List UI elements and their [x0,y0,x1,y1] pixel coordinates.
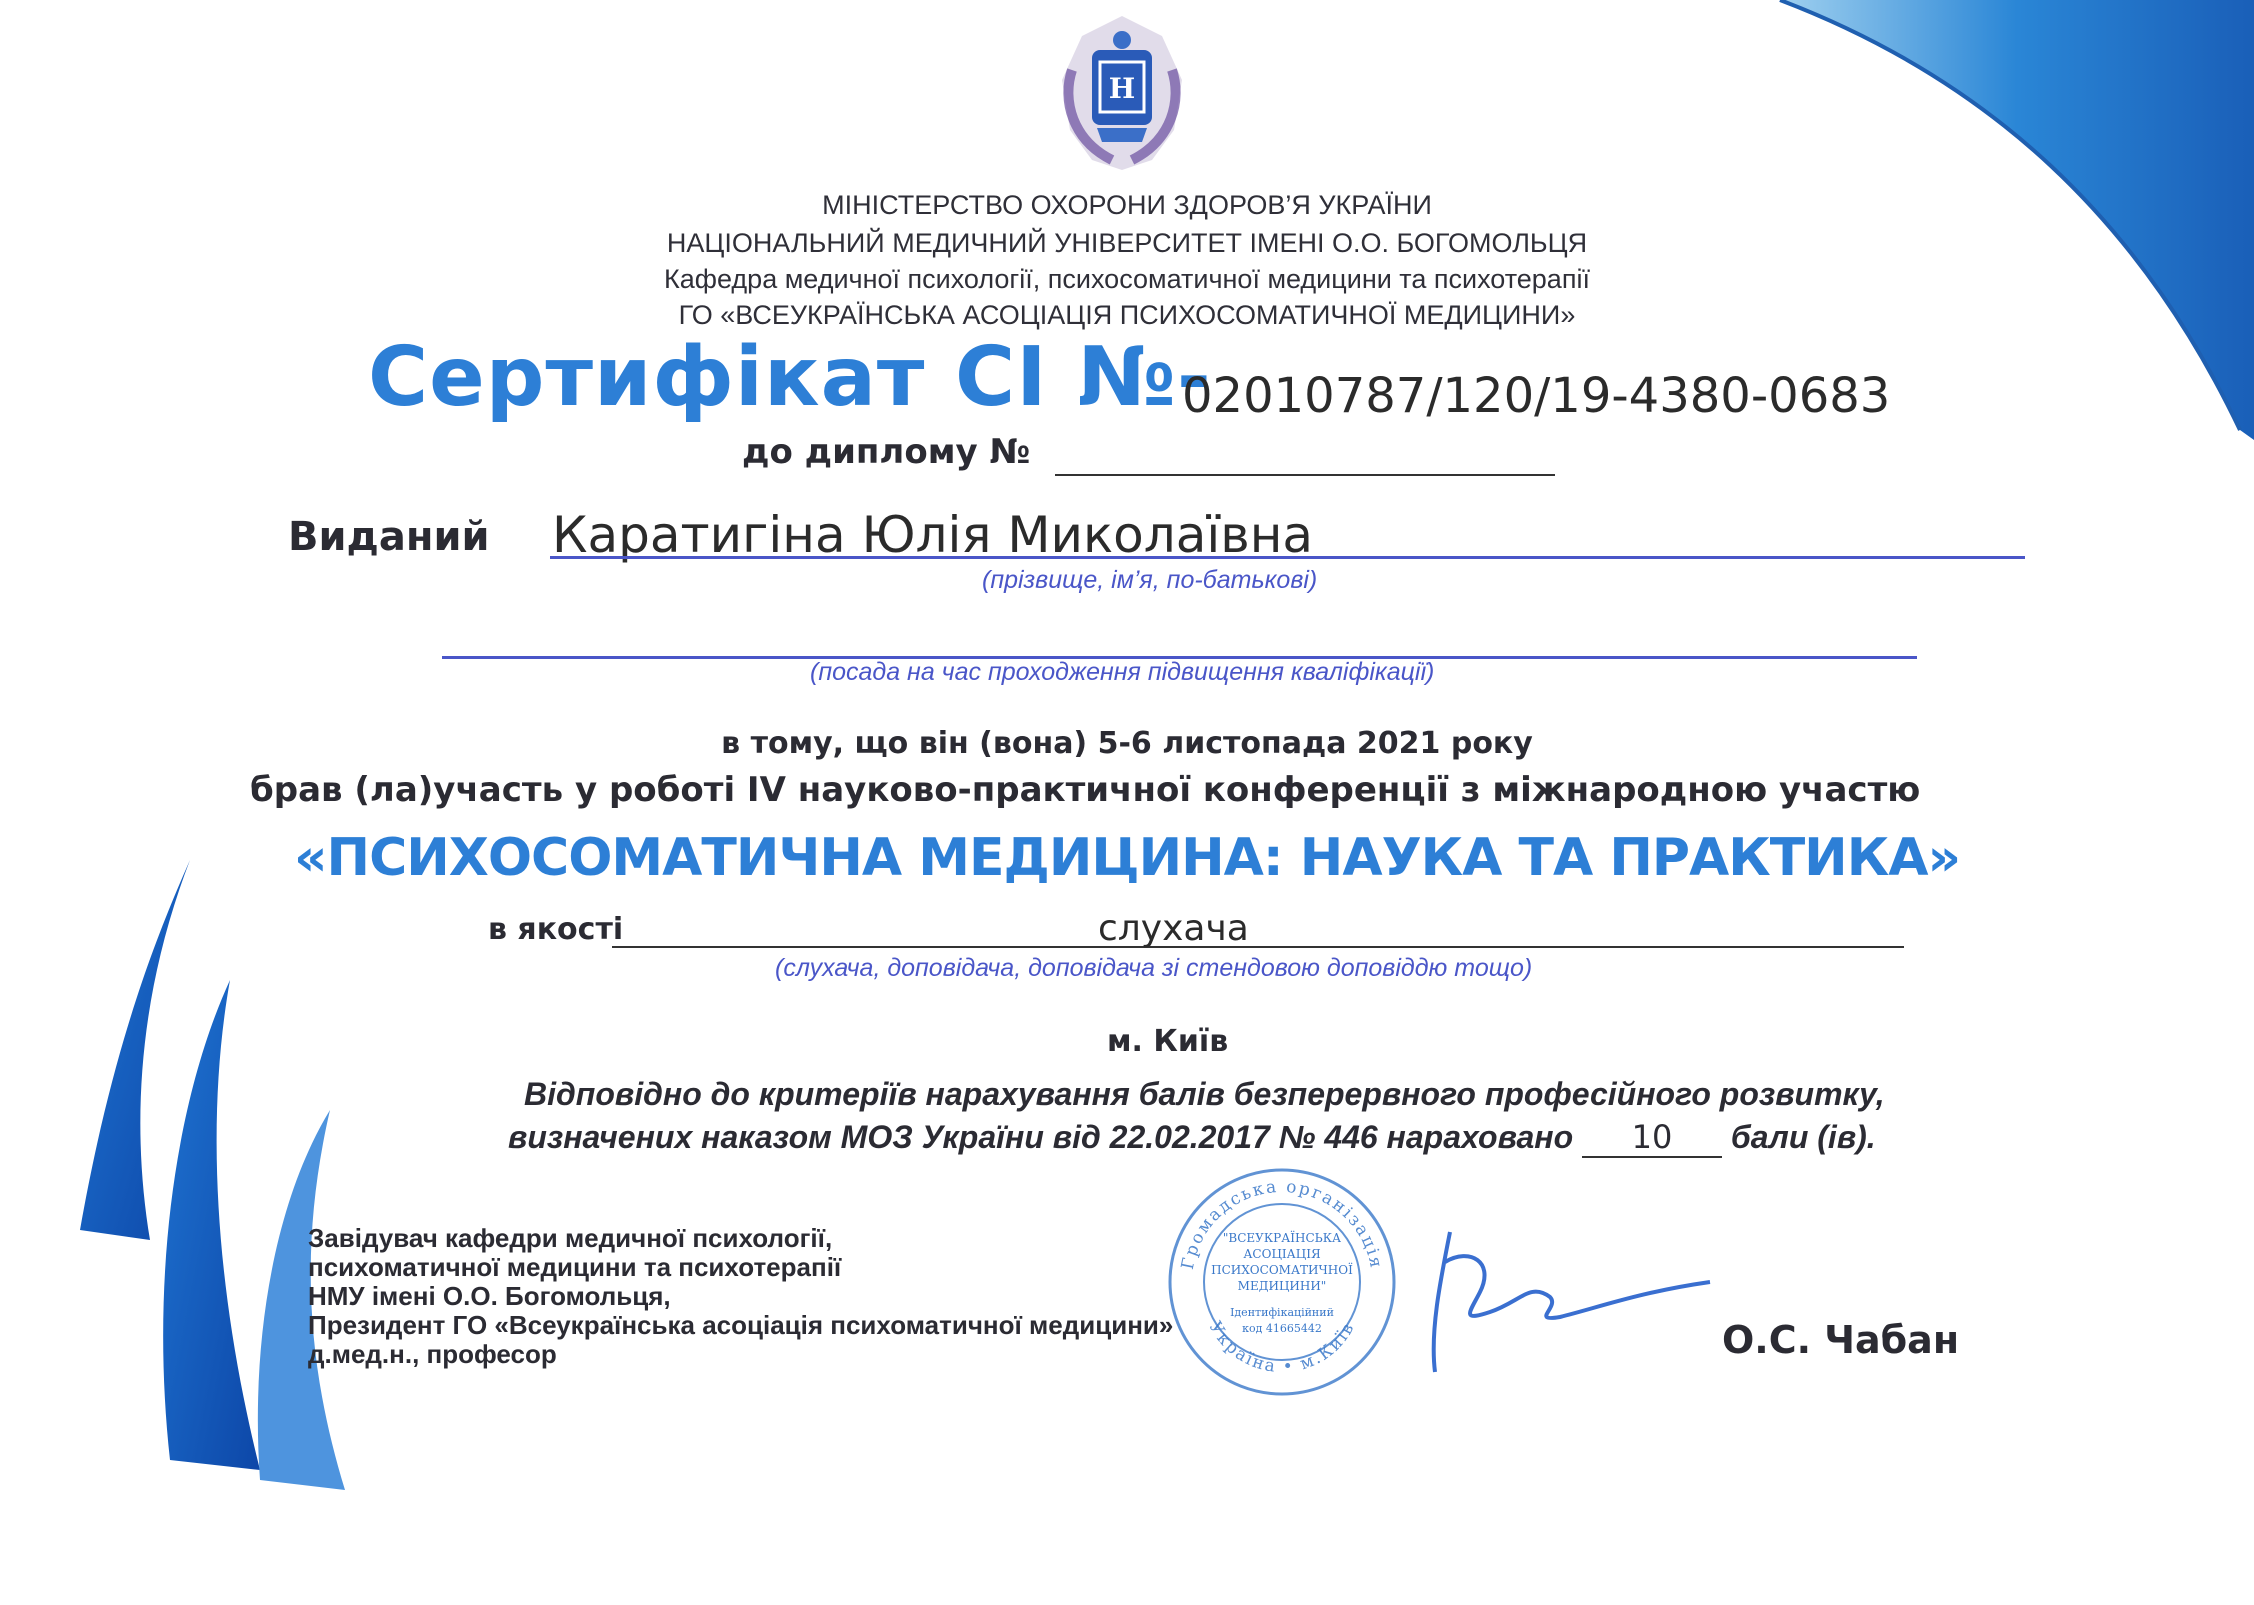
svg-text:Н: Н [1108,72,1136,105]
stamp-center-1: "ВСЕУКРАЇНСЬКА [1222,1231,1342,1245]
signatory-line-1: Завідувач кафедри медичної психології, [308,1223,833,1253]
handwritten-signature [1410,1222,1740,1382]
participation-line: брав (ла)участь у роботі IV науково-практичної конференції з міжнародною участю [250,770,1921,810]
criteria-line-2 [508,1118,1876,1158]
association-line: ГО «ВСЕУКРАЇНСЬКА АСОЦІАЦІЯ ПСИХОСОМАТИЧНОЇ МЕДИЦИНИ» [678,300,1576,330]
diploma-label: до диплому № [742,432,1031,472]
signatory-block [308,1224,1173,1369]
criteria-prefix: визначених наказом МОЗ України від 22.02.2017 № 446 нараховано [508,1119,1574,1155]
stamp-id-1: Ідентифікаційний [1230,1306,1334,1319]
recipient-name-line [550,556,2025,559]
diploma-number-line [1055,474,1555,476]
issued-label: Виданий [288,514,490,560]
criteria-line-1: Відповідно до критеріїв нарахування балів безперервного професійного розвитку, [524,1076,1885,1112]
recipient-name: Каратигіна Юлія Миколаївна [552,506,1314,564]
signatory-name: О.С. Чабан [1722,1318,1960,1362]
signatory-line-4: Президент ГО «Всеукраїнська асоціація психоматичної медицини» [308,1310,1174,1340]
organization-stamp [1162,1162,1402,1402]
conference-title: «ПСИХОСОМАТИЧНА МЕДИЦИНА: НАУКА ТА ПРАКТИКА» [293,828,1961,888]
city: м. Київ [1107,1024,1229,1059]
signatory-line-2: психоматичної медицини та психотерапії [308,1252,842,1282]
stamp-center-3: ПСИХОСОМАТИЧНОЇ [1211,1263,1353,1277]
certificate-number: 02010787/120/19-4380-0683 [1182,368,1891,424]
university-line: НАЦІОНАЛЬНИЙ МЕДИЧНИЙ УНІВЕРСИТЕТ ІМЕНІ О.О. БОГОМОЛЬЦЯ [666,228,1588,258]
role-caption: (слухача, доповідача, доповідача зі стендовою доповіддю тощо) [775,954,1533,982]
position-caption: (посада на час проходження підвищення кваліфікації) [810,658,1435,686]
role-line [612,946,1904,948]
department-line: Кафедра медичної психології, психосоматичної медицини та психотерапії [664,264,1590,294]
criteria-suffix: бали (ів). [1730,1119,1876,1155]
signatory-line-3: НМУ імені О.О. Богомольця, [308,1281,671,1311]
stamp-ring-bottom: Україна • м.Київ [1204,1318,1360,1378]
stamp-id-2: код 41665442 [1242,1322,1322,1335]
points-value: 10 [1582,1118,1722,1158]
participation-date-line: в тому, що він (вона) 5-6 листопада 2021 року [721,726,1533,761]
ministry-line: МІНІСТЕРСТВО ОХОРОНИ ЗДОРОВ’Я УКРАЇНИ [822,190,1432,220]
university-emblem-icon [1042,10,1202,175]
stamp-ring-top: Громадська організація [1177,1176,1387,1272]
signatory-line-5: д.мед.н., професор [308,1339,557,1369]
certificate-title: Сертифікат СІ №- [368,330,1212,425]
stamp-center-2: АСОЦІАЦІЯ [1243,1247,1321,1261]
stamp-center-4: МЕДИЦИНИ" [1237,1279,1327,1293]
role-value: слухача [1098,908,1249,949]
recipient-name-caption: (прізвище, ім’я, по-батькові) [982,566,1318,594]
role-label: в якості [488,912,624,947]
